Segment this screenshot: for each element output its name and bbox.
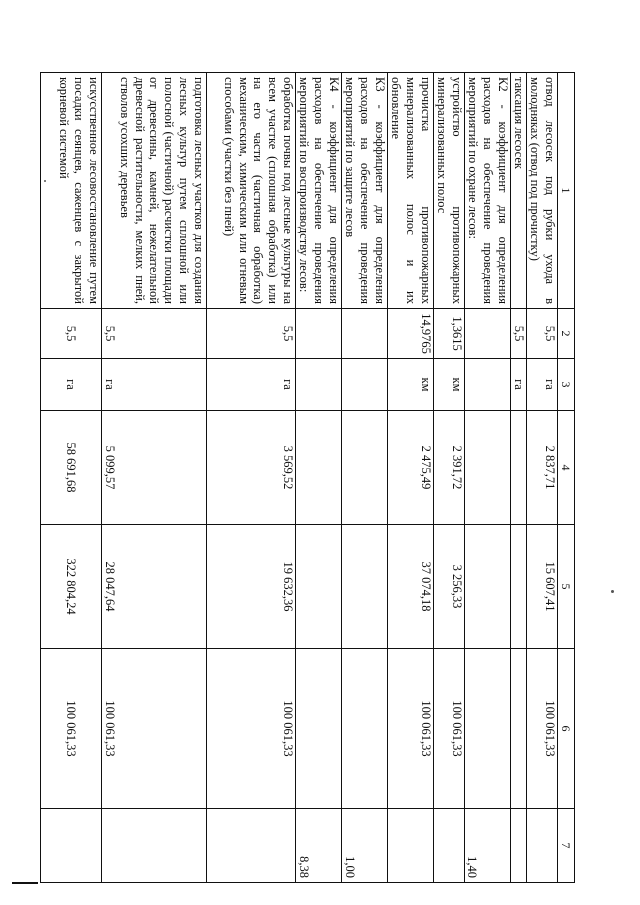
cell-sum: 28 047,64 [101, 525, 206, 649]
row-name: устройство противопожарных минерализованных полос [433, 73, 464, 309]
cell-coef: 5,5 [526, 309, 557, 359]
cell-total: 100 061,33 [206, 649, 295, 809]
cell-rate [464, 411, 510, 525]
header-cell: 4 [557, 411, 574, 525]
row-name: отвод лесосек под рубки ухода в молодняках (отвод под прочистку) [526, 73, 557, 309]
cell-coef: 1,3615 [433, 309, 464, 359]
cell-k: 1,40 [464, 809, 510, 883]
cell-unit: га [206, 359, 295, 411]
cell-sum [341, 525, 387, 649]
header-cell: 3 [557, 359, 574, 411]
row-name: обработка почвы под лесные культуры на всем участке (сплошная обработка) или на его части (частичная обработка) механическим, химическим или огневым способами (участки без пней) [206, 73, 295, 309]
table-row [433, 73, 464, 883]
table-row [101, 73, 206, 883]
cell-k [526, 809, 557, 883]
cell-k: 8,38 [295, 809, 341, 883]
cell-unit [341, 359, 387, 411]
table-row [206, 73, 295, 883]
row-name: К3 - коэффициент для определения расходов на обеспечение проведения мероприятий по защите лесов [341, 73, 387, 309]
cell-rate [341, 411, 387, 525]
cell-coef [464, 309, 510, 359]
cell-total [295, 649, 341, 809]
cell-rate [295, 411, 341, 525]
cell-sum: 322 804,24 [41, 525, 102, 649]
table-row [387, 73, 433, 883]
cell-total: 100 061,33 [433, 649, 464, 809]
cell-sum: 19 632,36 [206, 525, 295, 649]
cell-k [41, 809, 102, 883]
table-row [526, 73, 557, 883]
cell-total [464, 649, 510, 809]
cell-total: 100 061,33 [101, 649, 206, 809]
row-name: К4 - коэффициент для определения расходов на обеспечение проведения мероприятий по воспроизводству лесов: [295, 73, 341, 309]
cell-coef: 5,5 [510, 309, 526, 359]
cell-rate: 2 837,71 [526, 411, 557, 525]
cost-table [40, 72, 575, 883]
cell-coef: 5,5 [206, 309, 295, 359]
cell-unit: га [41, 359, 102, 411]
cell-rate: 58 691,68 [41, 411, 102, 525]
cell-coef [341, 309, 387, 359]
row-name: таксация лесосек [510, 73, 526, 309]
cell-rate: 2 475,49 [387, 411, 433, 525]
cell-sum [464, 525, 510, 649]
rotated-page [40, 72, 575, 882]
table-row [510, 73, 526, 883]
cell-rate [510, 411, 526, 525]
cell-unit: га [526, 359, 557, 411]
cell-k [101, 809, 206, 883]
cell-sum [510, 525, 526, 649]
cell-rate: 3 569,52 [206, 411, 295, 525]
row-name: подготовка лесных участков для создания лесных культур путем сплошной или полосной (частичной) расчистки площади от древесины, камней, нежелательной древесной растительности, мелких пней, стволов усохших деревьев [101, 73, 206, 309]
cell-unit [295, 359, 341, 411]
table-header-row [557, 73, 574, 883]
cell-total [341, 649, 387, 809]
header-cell: 1 [557, 73, 574, 309]
cell-total [510, 649, 526, 809]
header-cell: 2 [557, 309, 574, 359]
cell-unit: га [101, 359, 206, 411]
cell-total: 100 061,33 [387, 649, 433, 809]
cell-unit [464, 359, 510, 411]
cell-sum: 15 607,41 [526, 525, 557, 649]
cell-k [433, 809, 464, 883]
cell-rate: 2 391,72 [433, 411, 464, 525]
table-row [464, 73, 510, 883]
cell-total: 100 061,33 [526, 649, 557, 809]
cell-sum: 3 256,33 [433, 525, 464, 649]
header-cell: 6 [557, 649, 574, 809]
cell-sum: 37 074,18 [387, 525, 433, 649]
cell-k [510, 809, 526, 883]
table-row [295, 73, 341, 883]
cell-unit: га [510, 359, 526, 411]
cell-unit: км [433, 359, 464, 411]
cell-unit: км [387, 359, 433, 411]
row-name: искусственное лесовосстановление путем посадки сеянцев, саженцев с закрытой корневой системой [41, 73, 102, 309]
cell-rate: 5 099,57 [101, 411, 206, 525]
cell-coef [295, 309, 341, 359]
cell-sum [295, 525, 341, 649]
cell-coef: 5,5 [41, 309, 102, 359]
cell-coef: 5,5 [101, 309, 206, 359]
header-cell: 7 [557, 809, 574, 883]
cell-k [206, 809, 295, 883]
cell-k: 1,00 [341, 809, 387, 883]
table-row [341, 73, 387, 883]
table-row [41, 73, 102, 883]
header-cell: 5 [557, 525, 574, 649]
page-edge-mark [12, 882, 38, 884]
row-name: К2 - коэффициент для определения расходов на обеспечение проведения мероприятий по охране лесов: [464, 73, 510, 309]
cell-total: 100 061,33 [41, 649, 102, 809]
cell-k [387, 809, 433, 883]
scan-speck [611, 590, 614, 593]
cell-coef: 14,9765 [387, 309, 433, 359]
row-name: прочистка противопожарных минерализованных полос и их обновление [387, 73, 433, 309]
